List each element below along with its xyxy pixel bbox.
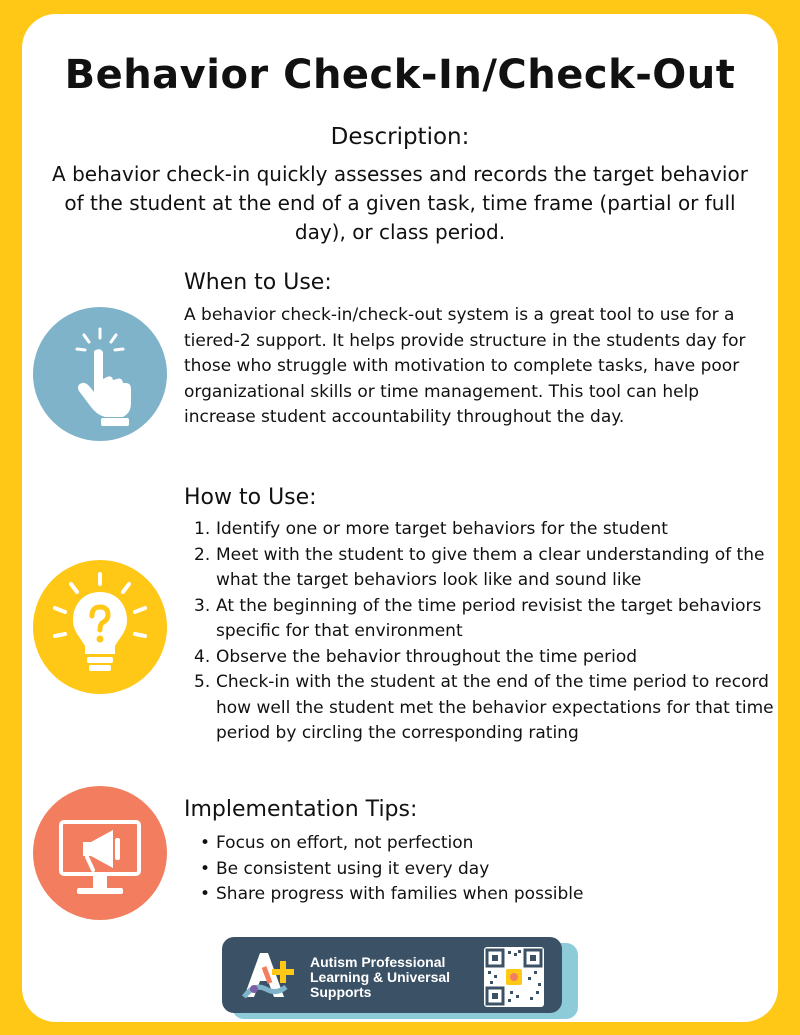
list-item: 3. At the beginning of the time period revisist the target behaviors specific for that environment — [194, 595, 762, 641]
apluss-logo-icon — [240, 947, 304, 1005]
brand-name: Autism Professional Learning & Universal Supports — [310, 954, 451, 1000]
list-item: • Share progress with families when possible — [200, 884, 584, 904]
list-item: 1. Identify one or more target behaviors for the student — [194, 519, 668, 539]
list-item: 2. Meet with the student to give them a clear understanding of the what the target behaviors look like and sound like — [194, 544, 765, 590]
page-title: Behavior Check-In/Check-Out — [64, 52, 736, 98]
when-to-use-text: A behavior check-in/check-out system is a great tool to use for a tiered-2 support. It helps provide structure in the students day for those who struggle with motivation to complete tasks, have poor organizational skills or time management. This tool can help increase student accountability throughout the day. — [184, 305, 746, 427]
tips-heading: Implementation Tips: — [184, 797, 418, 822]
lightbulb-question-icon — [33, 560, 167, 694]
description-text: A behavior check-in quickly assesses and records the target behavior of the student at the end of a given task, time frame (partial or full day), or class period. — [52, 162, 748, 244]
banner-box — [222, 937, 562, 1013]
when-to-use-heading: When to Use: — [184, 270, 332, 295]
list-item: 4. Observe the behavior throughout the time period — [194, 646, 638, 667]
footer-logo-banner — [222, 937, 568, 1017]
pointing-hand-icon — [33, 307, 167, 441]
tips-list — [186, 831, 776, 908]
list-item: • Focus on effort, not perfection — [200, 833, 474, 853]
list-item: 5. Check-in with the student at the end of the time period to record how well the student met the behavior expectations for that time period by circling the corresponding rating — [194, 672, 774, 743]
how-to-use-heading: How to Use: — [184, 485, 317, 510]
monitor-megaphone-icon — [33, 786, 167, 920]
how-to-use-steps — [186, 517, 776, 747]
description-heading: Description: — [330, 124, 470, 150]
list-item: • Be consistent using it every day — [200, 858, 490, 879]
qr-code[interactable] — [484, 947, 544, 1007]
